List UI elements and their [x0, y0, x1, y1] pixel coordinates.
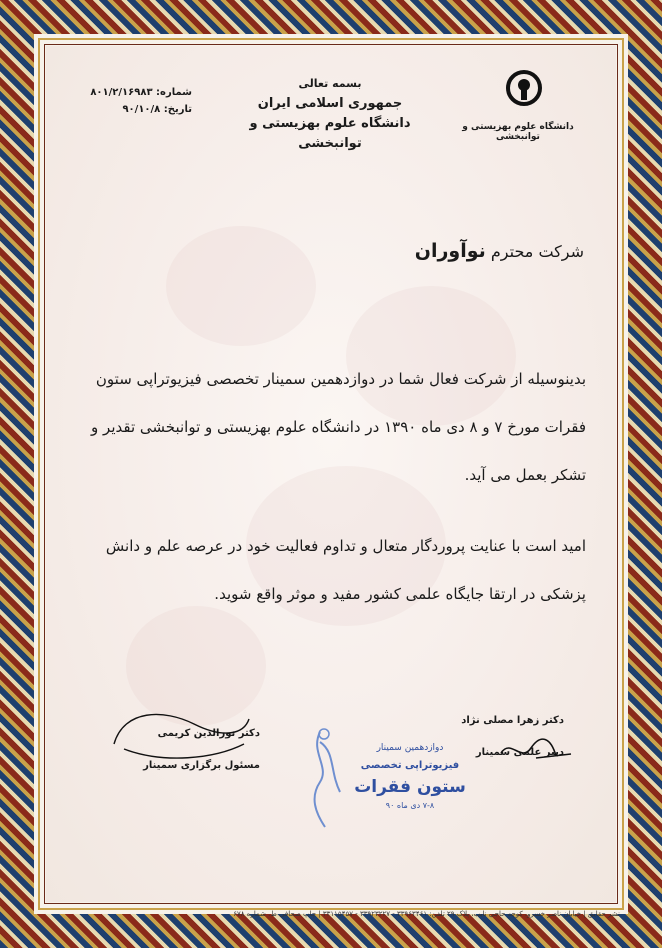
logo-caption: دانشگاه علوم بهزیستی و توانبخشی	[462, 122, 574, 142]
body-paragraph-2: امید است با عنایت پروردگار متعال و تداوم فعالیت خود در عرصه علم و دانش پزشکی در ارتقا جایگاه علمی کشور مفید و موثر واقع شوید.	[105, 537, 586, 603]
body-paragraph-1: بدینوسیله از شرکت فعال شما در دوازدهمین سمینار تخصصی فیزیوتراپی ستون فقرات مورخ ۷ و ۸ دی ماه ۱۳۹۰ در دانشگاه علوم بهزیستی و توانبخشی تقدیر و تشکر بعمل می آید.	[91, 370, 586, 484]
university-title: دانشگاه علوم بهزیستی و توانبخشی	[249, 116, 411, 151]
republic-title: جمهوری اسلامی ایران	[257, 96, 403, 111]
signer-title: دبیر علمی سمینار	[475, 747, 564, 758]
university-logo-icon	[506, 70, 542, 106]
handwritten-signature-left	[104, 704, 254, 774]
printer-footer: نشر حقایق | خیابان ناصر خسرو، کوچه حاجی نایب، پلاک ۲۹ تلفن: ۳۳۹۶۳۴۶۱ - ۳۳۹۲۳۲۲۷ - ۳۳۱۱۵۴۵۷ | چاپ صحافی ط. شماره ۶۷۸	[233, 910, 620, 918]
seminar-stamp-logo	[290, 722, 470, 832]
signer-name: دکتر زهرا مصلی نژاد	[461, 715, 564, 726]
signer-title: مسئول برگزاری سمینار	[143, 760, 260, 771]
letterhead-center	[240, 74, 420, 154]
background-watermark-flower	[166, 226, 316, 346]
number-label: شماره:	[156, 87, 192, 98]
invocation: بسمه تعالی	[298, 77, 362, 90]
greeting-prefix: شرکت محترم	[490, 242, 584, 261]
stamp-line4: ۷-۸ دی ماه ۹۰	[385, 801, 435, 810]
handwritten-signature-right	[496, 728, 576, 768]
number-value: ۸۰۱/۲/۱۶۹۸۳	[90, 87, 153, 98]
date-value: ۹۰/۱۰/۸	[122, 104, 161, 115]
stamp-line1: دوازدهمین سمینار	[376, 743, 444, 753]
signer-name: دکتر نورالدین کریمی	[157, 728, 260, 739]
stamp-line2: فیزیوتراپی تخصصی	[360, 760, 460, 771]
stamp-line3: ستون فقرات	[354, 777, 466, 797]
letter-number	[62, 84, 192, 101]
greeting	[415, 240, 584, 262]
letter-date	[62, 101, 192, 118]
date-label: تاریخ:	[163, 104, 192, 115]
company-name: نوآوران	[414, 240, 486, 262]
letter-reference	[62, 84, 192, 118]
